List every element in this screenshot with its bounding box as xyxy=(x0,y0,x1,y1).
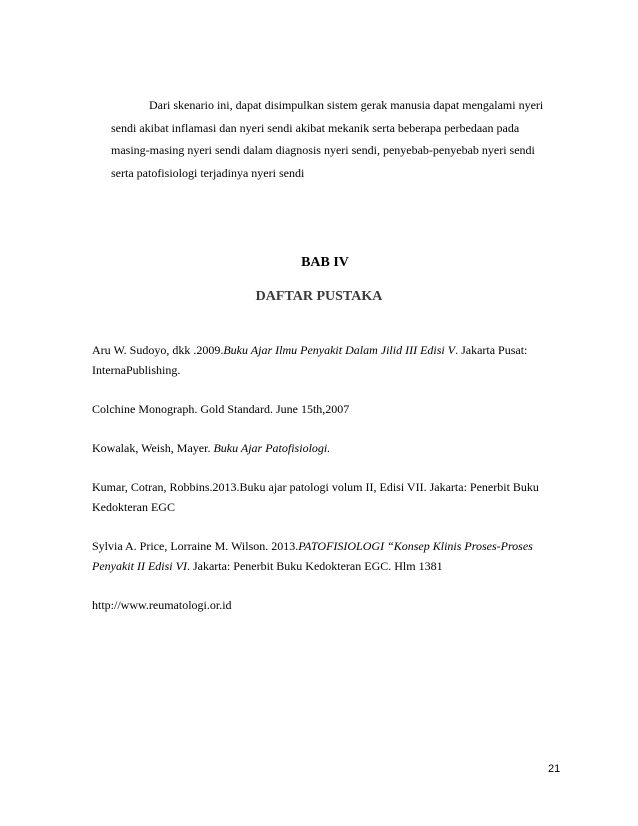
reference-line xyxy=(92,556,582,576)
reference-line: Kumar, Cotran, Robbins.2013.Buku ajar patologi volum II, Edisi VII. Jakarta: Penerbit Buku xyxy=(92,480,539,494)
reference-title: PATOFISIOLOGI “Konsep Klinis Proses-Proses xyxy=(298,539,533,553)
paragraph-line: serta patofisiologi terjadinya nyeri sendi xyxy=(111,165,305,180)
reference-title: Penyakit II Edisi VI xyxy=(92,559,187,573)
reference-line xyxy=(92,340,582,360)
chapter-number: BAB IV xyxy=(301,255,349,270)
reference-item xyxy=(92,438,582,458)
paragraph-line: Dari skenario ini, dapat disimpulkan sistem gerak manusia dapat mengalami nyeri xyxy=(149,98,544,112)
reference-line: Colchine Monograph. Gold Standard. June 15th,2007 xyxy=(92,402,350,416)
reference-list xyxy=(92,340,582,615)
reference-line xyxy=(92,438,582,458)
reference-text: . Jakarta Pusat: xyxy=(455,343,528,357)
conclusion-paragraph xyxy=(111,94,571,184)
reference-line: Kedokteran EGC xyxy=(92,500,175,514)
reference-item xyxy=(92,477,582,517)
paragraph-line: masing-masing nyeri sendi dalam diagnosis nyeri sendi, penyebab-penyebab nyeri sendi xyxy=(111,143,535,157)
reference-item xyxy=(92,595,582,615)
reference-text: Sylvia A. Price, Lorraine M. Wilson. 2013. xyxy=(92,539,299,553)
reference-title: Buku Ajar Patofisiologi. xyxy=(213,441,331,455)
paragraph-line: sendi akibat inflamasi dan nyeri sendi akibat mekanik serta beberapa perbedaan pada xyxy=(111,120,520,135)
reference-text: Aru W. Sudoyo, dkk .2009. xyxy=(92,343,224,357)
reference-item xyxy=(92,340,582,380)
reference-url: http://www.reumatologi.or.id xyxy=(92,598,232,612)
reference-line: InternaPublishing. xyxy=(92,363,181,377)
chapter-title: DAFTAR PUSTAKA xyxy=(255,289,383,304)
reference-item xyxy=(92,536,582,576)
reference-line xyxy=(92,536,582,556)
reference-text: . Jakarta: Penerbit Buku Kedokteran EGC. Hlm 1381 xyxy=(186,559,443,573)
reference-title: Buku Ajar Ilmu Penyakit Dalam Jilid III Edisi V xyxy=(223,343,456,357)
reference-text: Kowalak, Weish, Mayer. xyxy=(92,441,214,455)
page-number: 21 xyxy=(548,763,561,775)
reference-item xyxy=(92,399,582,419)
